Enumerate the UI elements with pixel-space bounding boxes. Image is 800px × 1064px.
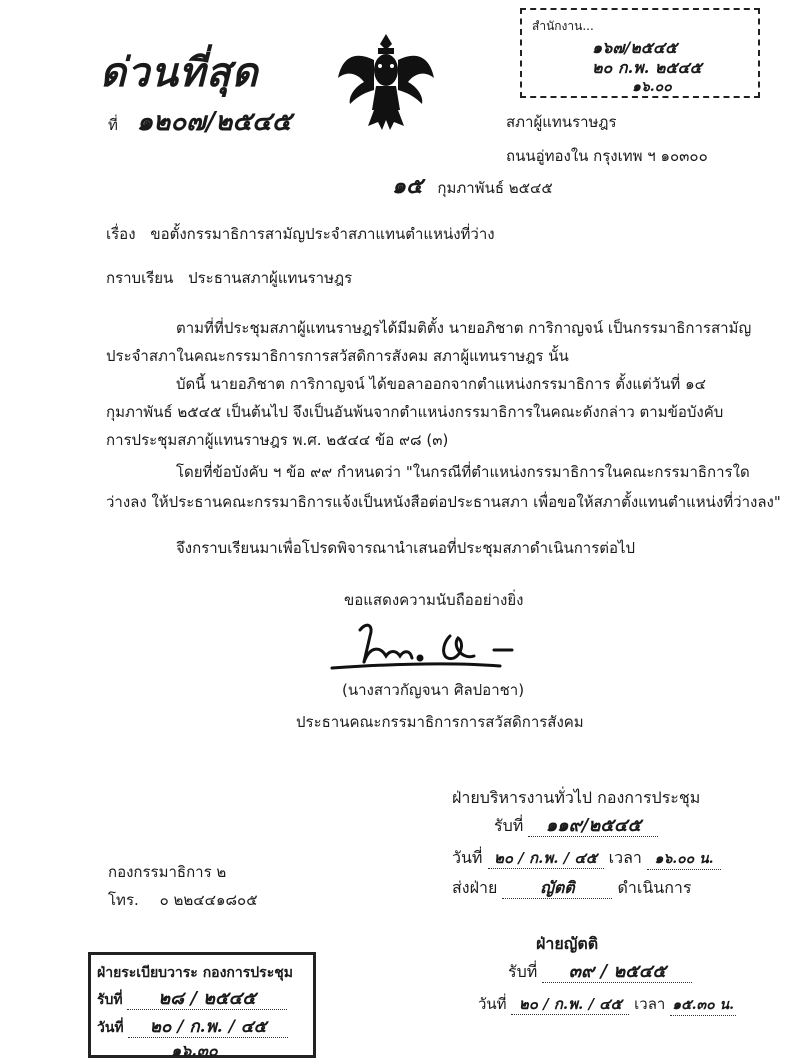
phone-label: โทร.	[108, 891, 139, 909]
body-paragraph-1-line-1: ตามที่ที่ประชุมสภาผู้แทนราษฎรได้มีมติตั้ง นายอภิชาต การิกาญจน์ เป็นกรรมาธิการสามัญ	[176, 319, 752, 337]
stamp-registry-recv	[97, 989, 287, 1010]
garuda-emblem-icon	[334, 30, 438, 140]
stamp-label: รับที่	[494, 816, 524, 835]
subject-text: ขอตั้งกรรมาธิการสามัญประจำสภาแทนตำแหน่งที่ว่าง	[150, 225, 495, 243]
stamp-value: ๒๘ / ๒๕๔๕	[127, 989, 287, 1010]
body-paragraph-4: จึงกราบเรียนมาเพื่อโปรดพิจารณานำเสนอที่ประชุมสภาดำเนินการต่อไป	[176, 539, 636, 557]
body-paragraph-1-line-2: ประจำสภาในคณะกรรมาธิการการสวัสดิการสังคม สภาผู้แทนราษฎร นั้น	[106, 347, 569, 365]
stamp-general-recv	[494, 816, 658, 837]
stamp-label: เวลา	[634, 995, 666, 1013]
stamp-value: ๒๐ / ก.พ. / ๔๕	[488, 848, 604, 869]
body-paragraph-3-line-1: โดยที่ข้อบังคับ ฯ ข้อ ๙๙ กำหนดว่า "ในกรณีที่ตำแหน่งกรรมาธิการในคณะกรรมาธิการใด	[176, 463, 750, 481]
closing-respect: ขอแสดงความนับถืออย่างยิ่ง	[344, 591, 524, 609]
body-paragraph-3-line-2: ว่างลง ให้ประธานคณะกรรมาธิการแจ้งเป็นหนังสือต่อประธานสภา เพื่อขอให้สภาตั้งแทนตำแหน่งที่ว่างลง"	[106, 493, 781, 511]
stamp-line: ๒๐ ก.พ. ๒๕๔๕	[592, 58, 702, 77]
body-paragraph-2-line-3: การประชุมสภาผู้แทนราษฎร พ.ศ. ๒๕๔๔ ข้อ ๙๘ (๓)	[106, 431, 449, 449]
stamp-label: ส่งฝ่าย	[452, 878, 498, 897]
stamp-general-date	[452, 848, 721, 870]
stamp-motion-date	[478, 994, 736, 1016]
salutation-text: ประธานสภาผู้แทนราษฎร	[188, 269, 353, 287]
urgency-stamp: ด่วนที่สุด	[100, 49, 259, 96]
stamp-line: ๑๖.๐๐	[632, 79, 672, 95]
stamp-registry-title: ฝ่ายระเบียบวาระ กองการประชุม	[97, 965, 293, 981]
stamp-motion-recv	[508, 962, 692, 983]
body-paragraph-2-line-2: กุมภาพันธ์ ๒๕๔๕ เป็นต้นไป จึงเป็นอันพ้นจากตำแหน่งกรรมาธิการในคณะดังกล่าว ตามข้อบังคับ	[106, 403, 724, 421]
stamp-general-send	[452, 878, 691, 899]
salutation-label: กราบเรียน	[106, 269, 174, 287]
stamp-general-title: ฝ่ายบริหารงานทั่วไป กองการประชุม	[452, 788, 701, 807]
reference-prefix: ที่	[108, 116, 118, 134]
stamp-value: ๑๖.๐๐ น.	[647, 849, 721, 870]
letter-date	[392, 173, 553, 199]
stamp-label: วันที่	[452, 848, 483, 867]
stamp-line: ๑๖๗/๒๕๔๕	[592, 38, 678, 57]
subject-line	[106, 224, 495, 244]
stamp-motion-title: ฝ่ายญัตติ	[536, 934, 599, 953]
salutation-line	[106, 268, 352, 288]
stamp-value: ๑๑๙/๒๕๔๕	[528, 816, 658, 837]
date-month-year: กุมภาพันธ์ ๒๕๔๕	[437, 179, 553, 197]
stamp-line: สำนักงาน...	[532, 19, 594, 33]
stamp-registry-time: ๑๖.๓๐	[171, 1041, 218, 1060]
contact-phone	[108, 890, 258, 910]
sender-address: ถนนอู่ทองใน กรุงเทพ ฯ ๑๐๓๐๐	[506, 147, 708, 165]
stamp-value: ญัตติ	[502, 878, 612, 899]
subject-label: เรื่อง	[106, 225, 136, 243]
stamp-value: ๑๕.๓๐ น.	[670, 995, 736, 1016]
stamp-label: เวลา	[608, 848, 642, 867]
receipt-stamp-registry	[88, 952, 316, 1058]
body-paragraph-2-line-1: บัดนี้ นายอภิชาต การิกาญจน์ ได้ขอลาออกจากตำแหน่งกรรมาธิการ ตั้งแต่วันที่ ๑๔	[176, 375, 706, 393]
contact-dept: กองกรรมาธิการ ๒	[108, 863, 227, 881]
reference-number	[108, 107, 292, 137]
stamp-value: ๒๐ / ก.พ. / ๔๕	[128, 1017, 288, 1038]
reference-value: ๑๒๐๗/๒๕๔๕	[136, 107, 292, 137]
stamp-value: ๓๙ / ๒๕๔๕	[542, 962, 692, 983]
signer-position: ประธานคณะกรรมาธิการการสวัสดิการสังคม	[296, 713, 584, 731]
date-day: ๑๕	[392, 173, 423, 199]
stamp-label: วันที่	[97, 1020, 124, 1036]
signature-icon	[330, 616, 530, 672]
receipt-stamp-top	[520, 8, 760, 98]
sender-org: สภาผู้แทนราษฎร	[506, 113, 617, 131]
signer-name: (นางสาวกัญจนา ศิลปอาชา)	[342, 681, 525, 699]
phone-number: ๐ ๒๒๔๔๑๘๐๕	[159, 891, 258, 909]
stamp-label: รับที่	[508, 962, 538, 981]
stamp-label: วันที่	[478, 995, 507, 1013]
stamp-registry-date	[97, 1017, 288, 1038]
stamp-label: รับที่	[97, 992, 123, 1008]
stamp-value: ๒๐ / ก.พ. / ๔๕	[511, 994, 629, 1015]
stamp-label: ดำเนินการ	[617, 878, 692, 897]
